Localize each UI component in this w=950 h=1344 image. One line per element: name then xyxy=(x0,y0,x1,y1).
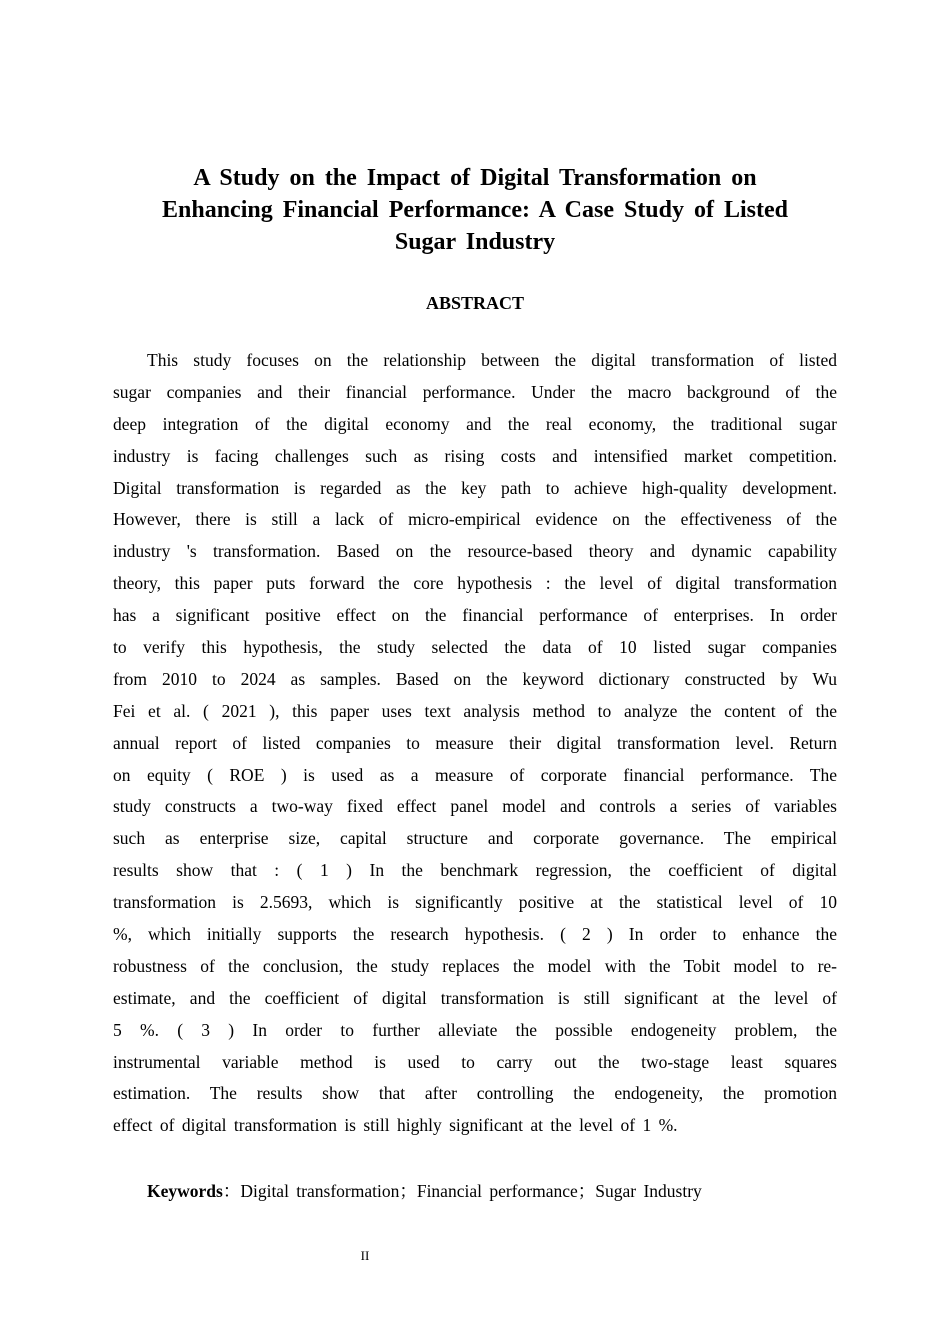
abstract-line: such as enterprise size, capital structure and corporate governance. The empirical xyxy=(113,828,837,849)
keywords xyxy=(147,1176,837,1206)
abstract-line: Digital transformation is regarded as the key path to achieve high-quality development. xyxy=(113,477,837,498)
abstract-line: industry is facing challenges such as rising costs and intensified market competition. xyxy=(113,445,837,466)
keywords-separator: ： xyxy=(222,1181,241,1201)
abstract-line: results show that : ( 1 ) In the benchmark regression, the coefficient of digital xyxy=(113,860,837,881)
abstract-line: effect of digital transformation is still highly significant at the level of 1 %. xyxy=(113,1115,678,1136)
abstract-line: 5 %. ( 3 ) In order to further alleviate the possible endogeneity problem, the xyxy=(113,1019,837,1040)
abstract-line: However, there is still a lack of micro-empirical evidence on the effectiveness of the xyxy=(113,509,837,530)
abstract-line: on equity ( ROE ) is used as a measure of corporate financial performance. The xyxy=(113,764,837,785)
abstract-line: sugar companies and their financial performance. Under the macro background of the xyxy=(113,381,837,402)
abstract-line: to verify this hypothesis, the study selected the data of 10 listed sugar companies xyxy=(113,637,837,658)
abstract-line: industry 's transformation. Based on the resource-based theory and dynamic capability xyxy=(113,541,837,562)
title-line: A Study on the Impact of Digital Transformation on xyxy=(193,165,757,191)
abstract-line: has a significant positive effect on the financial performance of enterprises. In order xyxy=(113,605,837,626)
page-number: II xyxy=(360,1248,370,1263)
abstract-line: estimate, and the coefficient of digital transformation is still significant at the level of xyxy=(113,987,837,1008)
abstract-line: %, which initially supports the research hypothesis. ( 2 ) In order to enhance the xyxy=(113,924,837,945)
abstract-body xyxy=(113,345,837,1142)
title-line: Enhancing Financial Performance: A Case Study of Listed xyxy=(161,197,789,223)
abstract-line: annual report of listed companies to measure their digital transformation level. Return xyxy=(113,732,837,753)
paper-title xyxy=(113,162,837,258)
abstract-line: estimation. The results show that after controlling the endogeneity, the promotion xyxy=(113,1083,837,1104)
abstract-line: This study focuses on the relationship between the digital transformation of listed xyxy=(147,350,837,370)
abstract-line: transformation is 2.5693, which is significantly positive at the statistical level of 10 xyxy=(113,892,837,913)
abstract-line: deep integration of the digital economy and the real economy, the traditional sugar xyxy=(113,413,837,434)
keywords-label: Keywords xyxy=(147,1181,223,1201)
abstract-line: instrumental variable method is used to carry out the two-stage least squares xyxy=(113,1051,837,1072)
abstract-line: study constructs a two-way fixed effect panel model and controls a series of variables xyxy=(113,796,837,817)
abstract-line: robustness of the conclusion, the study replaces the model with the Tobit model to re- xyxy=(113,955,837,976)
keywords-text: Digital transformation；Financial performance；Sugar Industry xyxy=(240,1181,702,1201)
abstract-heading: ABSTRACT xyxy=(425,293,525,313)
title-line: Sugar Industry xyxy=(394,229,556,255)
abstract-line: theory, this paper puts forward the core hypothesis : the level of digital transformation xyxy=(113,573,837,594)
abstract-line: Fei et al. ( 2021 ), this paper uses text analysis method to analyze the content of the xyxy=(113,700,837,721)
abstract-line: from 2010 to 2024 as samples. Based on the keyword dictionary constructed by Wu xyxy=(113,668,837,689)
